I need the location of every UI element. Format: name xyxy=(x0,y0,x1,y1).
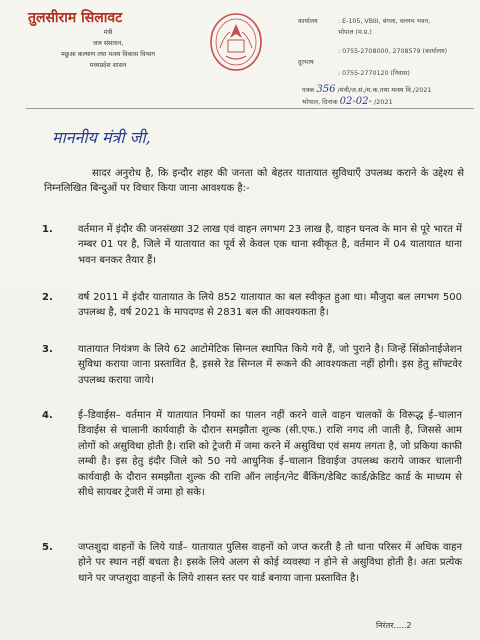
address-city: भोपाल (म.प्र.) xyxy=(338,29,372,36)
item-text: यातायात नियंत्रण के लिये 62 आटोमेटिक सिग्नल स्थापित किये गये हैं, जो पुराने है। जिन्हें सिंक्रोनाईजेशन सुविधा कराया जाना प्रस्तावित है, इससे रेड सिग्नल में रूकने की आवश्यकता नहीं होगी। इस हेतु सॉफ्टवेर उपलब्ध कराया जाये। xyxy=(78,344,462,386)
item-number: 5. xyxy=(42,542,53,553)
patrak-number: 356 xyxy=(316,84,336,95)
list-item xyxy=(42,290,462,321)
reference-block xyxy=(302,84,432,108)
date-value: 02-02- xyxy=(339,96,372,107)
office-block xyxy=(298,16,474,79)
phone-residence: : 0755-2770120 (निवास) xyxy=(338,70,410,77)
phone-office: : 0755-2708000, 2708579 (कार्यालय) xyxy=(338,48,448,55)
date-year: /2021 xyxy=(373,98,393,106)
item-text: वर्तमान में इंदौर की जनसंख्या 32 लाख एवं वाहन लगभग 23 लाख है, वाहन घनत्व के मान से पूरे भारत में नम्बर 01 पर है, जिले में यातायात का पूर्व से केवल एक थाना स्वीकृत है, वर्तमान में 04 यातायात थाना भवन बनकर तैयार हैं। xyxy=(78,224,462,266)
salutation: माननीय मंत्री जी, xyxy=(52,128,151,147)
item-text: वर्ष 2011 में इंदौर यातायात के लिये 852 यातायात का बल स्वीकृत हुआ था। मौजुदा बल लगभग 500 उपलब्ध है, वर्ष 2021 के मापदण्ड से 2831 बल की आवश्यकता है। xyxy=(78,292,462,319)
item-number: 2. xyxy=(42,292,53,303)
sender-dept-line3: मध्यप्रदेश शासन xyxy=(89,62,127,69)
list-item xyxy=(42,408,462,500)
list-item xyxy=(42,540,462,586)
address-value: : E-105, VBIII, बंगला, वल्लभ भवन, xyxy=(338,18,431,25)
patrak-label: पत्रक xyxy=(302,86,315,94)
sender-name: तुलसीराम सिलावट xyxy=(28,10,123,26)
continuation-note: निरंतर.....2 xyxy=(376,621,412,630)
list-item xyxy=(42,222,462,268)
date-prefix: भोपाल, दिनांक xyxy=(302,98,338,106)
header-divider xyxy=(26,108,474,109)
item-number: 4. xyxy=(42,410,53,421)
government-emblem-icon xyxy=(208,12,264,74)
address-label: कार्यालय xyxy=(298,18,318,25)
sender-dept-line2: मछुआ कल्याण तथा मत्स्य विकास विभाग xyxy=(61,51,155,58)
item-number: 3. xyxy=(42,344,53,355)
sender-designation: मंत्री xyxy=(103,29,113,36)
patrak-suffix: /मंत्री/ज.सं./म.क.तथा मत्स्य वि./2021 xyxy=(337,86,432,94)
item-text: ई–डिवाईस– वर्तमान में यातायात नियमों का पालन नहीं करने वाले वाहन चालकों के विरूद्ध ई–चालान डिवाईस से चालानी कार्यवाही के दौरान समझौता शुल्क (सी.एफ.) राशि नगद ली जाती है, जिससे आम लोगों को असुविधा होती है। राशि को ट्रेजरी में जमा करने में असुविधा एवं समय लगता है, जो प्रकिया काफी लम्बी है। इस हेतु इंदौर जिले को 50 नये आधुनिक ई–चालान डिवाईज उपलब्ध कराये जाकर चालानी कार्यवाही के दौरान समझौता शुल्क की राशि ऑन लाईन/नेट बैंकिंग/डेबिट कार्ड/क्रेडिट कार्ड के माध्यम से सीधे सायबर ट्रेजरी में जमा हो सके। xyxy=(78,410,462,499)
intro-paragraph: सादर अनुरोध है, कि इन्दौर शहर की जनता को बेहतर यातायात सुविधाएँ उपलब्ध कराने के उद्देश्य से निम्नलिखित बिन्दुओं पर विचार किया जाना आवश्यक है:- xyxy=(44,168,464,195)
item-number: 1. xyxy=(42,224,53,235)
sender-dept-line1: जल संसाधन, xyxy=(92,40,124,47)
item-text: जप्तशुदा वाहनों के लिये यार्ड– यातायात पुलिस वाहनों को जप्त करती है तो थाना परिसर में अधिक वाहन होने पर स्थान नहीं बचता है। इसके लिये अलग से कोई व्यवस्था न होने से असुविधा होती है। अतः प्रत्येक थाने पर जप्तशुदा वाहनों के लिये शासन स्तर पर यार्ड बनाया जाना प्रस्तावित है। xyxy=(78,542,462,584)
list-item xyxy=(42,342,462,388)
phone-label: दूरभाष xyxy=(298,59,314,66)
sender-block xyxy=(28,8,188,71)
